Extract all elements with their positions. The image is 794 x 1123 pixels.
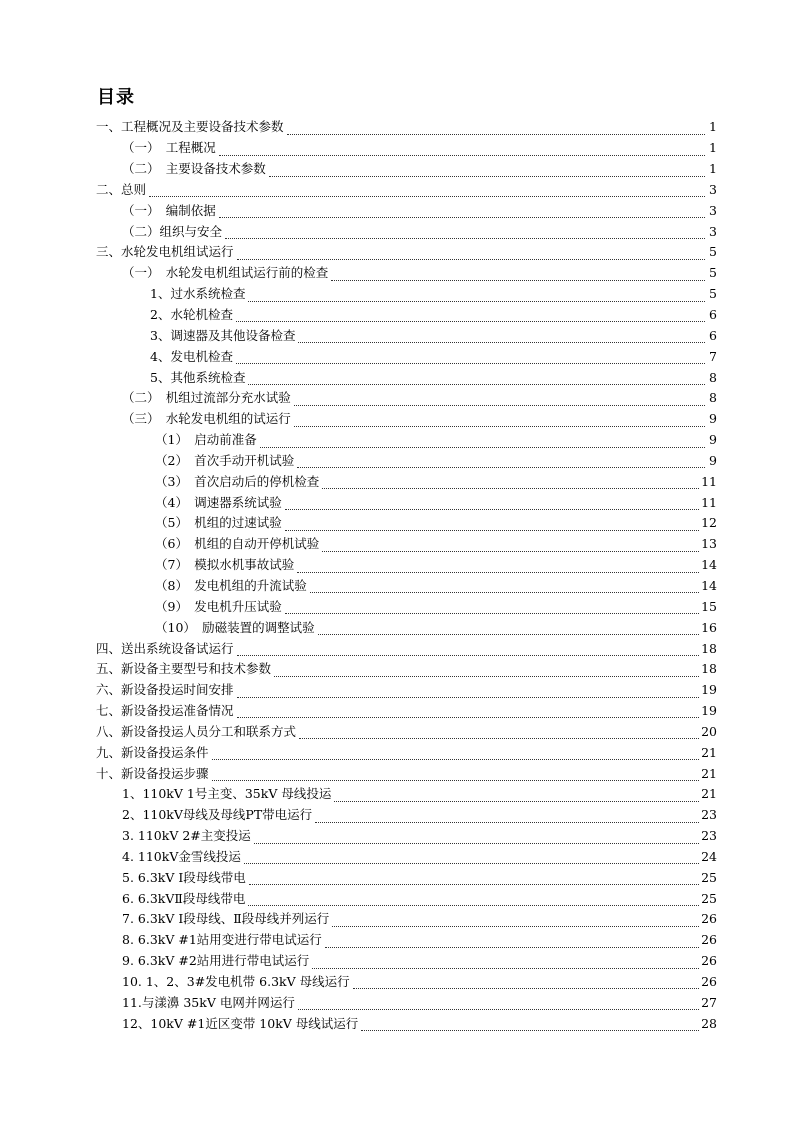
toc-entry-page-number: 28 — [701, 1015, 717, 1031]
dot-leader — [248, 370, 705, 385]
toc-entry[interactable] — [0, 805, 794, 826]
toc-entry-page-number: 26 — [701, 953, 717, 969]
toc-entry-label: 八、新设备投运人员分工和联系方式 — [96, 723, 297, 739]
dot-leader — [285, 599, 699, 614]
toc-entry-label: 三、水轮发电机组试运行 — [96, 244, 234, 260]
toc-entry[interactable] — [0, 117, 794, 138]
toc-entry[interactable] — [0, 534, 794, 555]
dot-leader — [149, 182, 705, 197]
toc-entry[interactable] — [0, 576, 794, 597]
toc-entry-label: （5） 机组的过速试验 — [155, 515, 282, 531]
toc-entry-label: 4. 110kV金雪线投运 — [122, 848, 241, 864]
toc-entry-page-number: 12 — [701, 515, 717, 531]
dot-leader — [334, 787, 699, 802]
toc-entry-page-number: 16 — [701, 619, 717, 635]
toc-entry-page-number: 23 — [701, 807, 717, 823]
dot-leader — [297, 558, 699, 573]
dot-leader — [269, 162, 705, 177]
toc-entry-page-number: 20 — [701, 723, 717, 739]
toc-entry[interactable] — [0, 721, 794, 742]
toc-entry-label: 12、10kV #1近区变带 10kV 母线试运行 — [122, 1015, 359, 1031]
toc-entry[interactable] — [0, 159, 794, 180]
dot-leader — [244, 849, 699, 864]
toc-entry-page-number: 9 — [709, 411, 717, 427]
dot-leader — [219, 141, 705, 156]
toc-entry[interactable] — [0, 451, 794, 472]
toc-entry-page-number: 6 — [709, 307, 717, 323]
toc-entry-label: 5、其他系统检查 — [150, 369, 246, 385]
toc-entry[interactable] — [0, 847, 794, 868]
toc-entry[interactable] — [0, 325, 794, 346]
toc-entry-page-number: 1 — [709, 119, 717, 135]
toc-entry-page-number: 13 — [701, 536, 717, 552]
dot-leader — [237, 703, 700, 718]
toc-entry-label: 7. 6.3kV Ⅰ段母线、Ⅱ段母线并列运行 — [122, 911, 330, 927]
toc-entry-page-number: 7 — [709, 348, 717, 364]
dot-leader — [318, 620, 699, 635]
toc-entry-label: 一、工程概况及主要设备技术参数 — [96, 119, 284, 135]
toc-entry-page-number: 8 — [709, 390, 717, 406]
dot-leader — [225, 224, 705, 239]
dot-leader — [332, 912, 699, 927]
toc-entry-label: （二） 主要设备技术参数 — [122, 161, 266, 177]
dot-leader — [353, 974, 699, 989]
toc-entry[interactable] — [0, 367, 794, 388]
toc-entry-label: （一） 工程概况 — [122, 140, 216, 156]
toc-entry[interactable] — [0, 888, 794, 909]
dot-leader — [285, 495, 699, 510]
toc-entry-label: 七、新设备投运准备情况 — [96, 703, 234, 719]
toc-entry-label: （一） 编制依据 — [122, 202, 216, 218]
toc-entry[interactable] — [0, 951, 794, 972]
toc-entry-label: 六、新设备投运时间安排 — [96, 682, 234, 698]
toc-entry-label: （二） 机组过流部分充水试验 — [122, 390, 291, 406]
toc-entry-label: （2） 首次手动开机试验 — [155, 452, 295, 468]
dot-leader — [237, 641, 700, 656]
toc-entry-label: 3. 110kV 2#主变投运 — [122, 828, 251, 844]
dot-leader — [236, 349, 705, 364]
toc-entry-page-number: 5 — [709, 244, 717, 260]
toc-entry-page-number: 26 — [701, 932, 717, 948]
dot-leader — [274, 662, 699, 677]
dot-leader — [212, 745, 700, 760]
dot-leader — [299, 724, 699, 739]
toc-entry-label: （3） 首次启动后的停机检查 — [155, 473, 320, 489]
toc-entry[interactable] — [0, 596, 794, 617]
toc-entry-page-number: 5 — [709, 286, 717, 302]
toc-entry[interactable] — [0, 617, 794, 638]
toc-entry-page-number: 11 — [701, 473, 717, 489]
toc-entry-label: 6. 6.3kVⅡ段母线带电 — [122, 890, 246, 906]
toc-entry[interactable] — [0, 867, 794, 888]
toc-entry-label: 2、110kV母线及母线PT带电运行 — [122, 807, 313, 823]
dot-leader — [248, 287, 705, 302]
toc-entry[interactable] — [0, 388, 794, 409]
toc-entry-label: 1、过水系统检查 — [150, 286, 246, 302]
dot-leader — [285, 516, 699, 531]
toc-entry[interactable] — [0, 763, 794, 784]
toc-entry-page-number: 14 — [701, 577, 717, 593]
toc-entry-label: （6） 机组的自动开停机试验 — [155, 536, 320, 552]
dot-leader — [237, 245, 705, 260]
toc-entry-label: 10. 1、2、3#发电机带 6.3kV 母线运行 — [122, 974, 350, 990]
toc-entry[interactable] — [0, 972, 794, 993]
toc-entry-page-number: 21 — [701, 765, 717, 781]
toc-entry[interactable] — [0, 555, 794, 576]
toc-entry-page-number: 3 — [709, 202, 717, 218]
toc-entry-page-number: 19 — [701, 682, 717, 698]
toc-entry-page-number: 26 — [701, 974, 717, 990]
toc-entry-page-number: 3 — [709, 223, 717, 239]
dot-leader — [315, 808, 699, 823]
dot-leader — [310, 578, 699, 593]
toc-entry-page-number: 9 — [709, 432, 717, 448]
toc-entry[interactable] — [0, 284, 794, 305]
toc-entry-page-number: 27 — [701, 994, 717, 1010]
dot-leader — [294, 391, 705, 406]
toc-entry[interactable] — [0, 430, 794, 451]
toc-entry-label: （4） 调速器系统试验 — [155, 494, 282, 510]
toc-entry[interactable] — [0, 1013, 794, 1034]
toc-entry[interactable] — [0, 638, 794, 659]
toc-entry[interactable] — [0, 221, 794, 242]
toc-entry-label: （9） 发电机升压试验 — [155, 598, 282, 614]
dot-leader — [212, 766, 700, 781]
dot-leader — [236, 307, 705, 322]
dot-leader — [322, 474, 699, 489]
toc-entry[interactable] — [0, 930, 794, 951]
dot-leader — [287, 120, 705, 135]
toc-entry-label: 3、调速器及其他设备检查 — [150, 327, 296, 343]
toc-entry-label: （1） 启动前准备 — [155, 432, 257, 448]
toc-entry-label: 九、新设备投运条件 — [96, 744, 209, 760]
toc-entry-label: 四、送出系统设备试运行 — [96, 640, 234, 656]
dot-leader — [294, 412, 705, 427]
toc-entry[interactable] — [0, 492, 794, 513]
toc-entry-label: 2、水轮机检查 — [150, 307, 233, 323]
toc-entry-page-number: 5 — [709, 265, 717, 281]
toc-entry-page-number: 23 — [701, 828, 717, 844]
toc-entry-page-number: 14 — [701, 557, 717, 573]
toc-entry-page-number: 1 — [709, 161, 717, 177]
toc-entry-page-number: 26 — [701, 911, 717, 927]
toc-entry-label: 4、发电机检查 — [150, 348, 233, 364]
dot-leader — [361, 1016, 699, 1031]
toc-entry[interactable] — [0, 242, 794, 263]
toc-entry-page-number: 19 — [701, 703, 717, 719]
toc-entry-label: 五、新设备主要型号和技术参数 — [96, 661, 272, 677]
dot-leader — [260, 433, 705, 448]
toc-entry-page-number: 9 — [709, 452, 717, 468]
dot-leader — [219, 203, 705, 218]
toc-entry[interactable] — [0, 992, 794, 1013]
toc-entry-label: （一） 水轮发电机组试运行前的检查 — [122, 265, 329, 281]
toc-entry[interactable] — [0, 180, 794, 201]
toc-entry-page-number: 25 — [701, 890, 717, 906]
dot-leader — [331, 266, 705, 281]
toc-entry-page-number: 11 — [701, 494, 717, 510]
dot-leader — [298, 995, 699, 1010]
toc-entry-label: （二）组织与安全 — [122, 223, 223, 239]
toc-entry-page-number: 3 — [709, 181, 717, 197]
dot-leader — [249, 870, 699, 885]
toc-entry[interactable] — [0, 263, 794, 284]
dot-leader — [312, 954, 699, 969]
toc-entry[interactable] — [0, 305, 794, 326]
toc-entry[interactable] — [0, 742, 794, 763]
toc-entry[interactable] — [0, 346, 794, 367]
toc-entry-label: （三） 水轮发电机组的试运行 — [122, 411, 291, 427]
toc-entry-page-number: 21 — [701, 744, 717, 760]
toc-entry-label: （7） 模拟水机事故试验 — [155, 557, 295, 573]
toc-entry-page-number: 1 — [709, 140, 717, 156]
toc-entry-page-number: 21 — [701, 786, 717, 802]
toc-entry[interactable] — [0, 909, 794, 930]
toc-entry[interactable] — [0, 659, 794, 680]
toc-entry-label: 9. 6.3kV #2站用进行带电试运行 — [122, 953, 310, 969]
toc-entry-page-number: 24 — [701, 848, 717, 864]
toc-entry[interactable] — [0, 513, 794, 534]
table-of-contents — [0, 117, 794, 1034]
toc-entry-label: 十、新设备投运步骤 — [96, 765, 209, 781]
toc-entry[interactable] — [0, 784, 794, 805]
toc-entry[interactable] — [0, 200, 794, 221]
toc-entry-page-number: 18 — [701, 640, 717, 656]
toc-entry-page-number: 18 — [701, 661, 717, 677]
toc-entry-page-number: 25 — [701, 869, 717, 885]
toc-entry[interactable] — [0, 138, 794, 159]
toc-entry[interactable] — [0, 826, 794, 847]
toc-entry-label: 5. 6.3kV Ⅰ段母线带电 — [122, 869, 246, 885]
toc-entry-label: （8） 发电机组的升流试验 — [155, 577, 307, 593]
toc-entry-page-number: 15 — [701, 598, 717, 614]
toc-entry[interactable] — [0, 701, 794, 722]
toc-entry[interactable] — [0, 409, 794, 430]
toc-entry-label: （10） 励磁装置的调整试验 — [155, 619, 315, 635]
page-title: 目录 — [97, 87, 135, 108]
dot-leader — [297, 453, 705, 468]
toc-entry-label: 二、总则 — [96, 181, 147, 197]
dot-leader — [322, 537, 699, 552]
toc-entry[interactable] — [0, 471, 794, 492]
toc-entry-page-number: 6 — [709, 327, 717, 343]
dot-leader — [237, 683, 700, 698]
toc-entry-label: 1、110kV 1号主变、35kV 母线投运 — [122, 786, 332, 802]
dot-leader — [298, 328, 705, 343]
dot-leader — [325, 933, 699, 948]
toc-entry-label: 11.与漾濞 35kV 电网并网运行 — [122, 994, 295, 1010]
dot-leader — [254, 829, 699, 844]
toc-entry-label: 8. 6.3kV #1站用变进行带电试运行 — [122, 932, 322, 948]
toc-entry-page-number: 8 — [709, 369, 717, 385]
toc-entry[interactable] — [0, 680, 794, 701]
dot-leader — [248, 891, 699, 906]
